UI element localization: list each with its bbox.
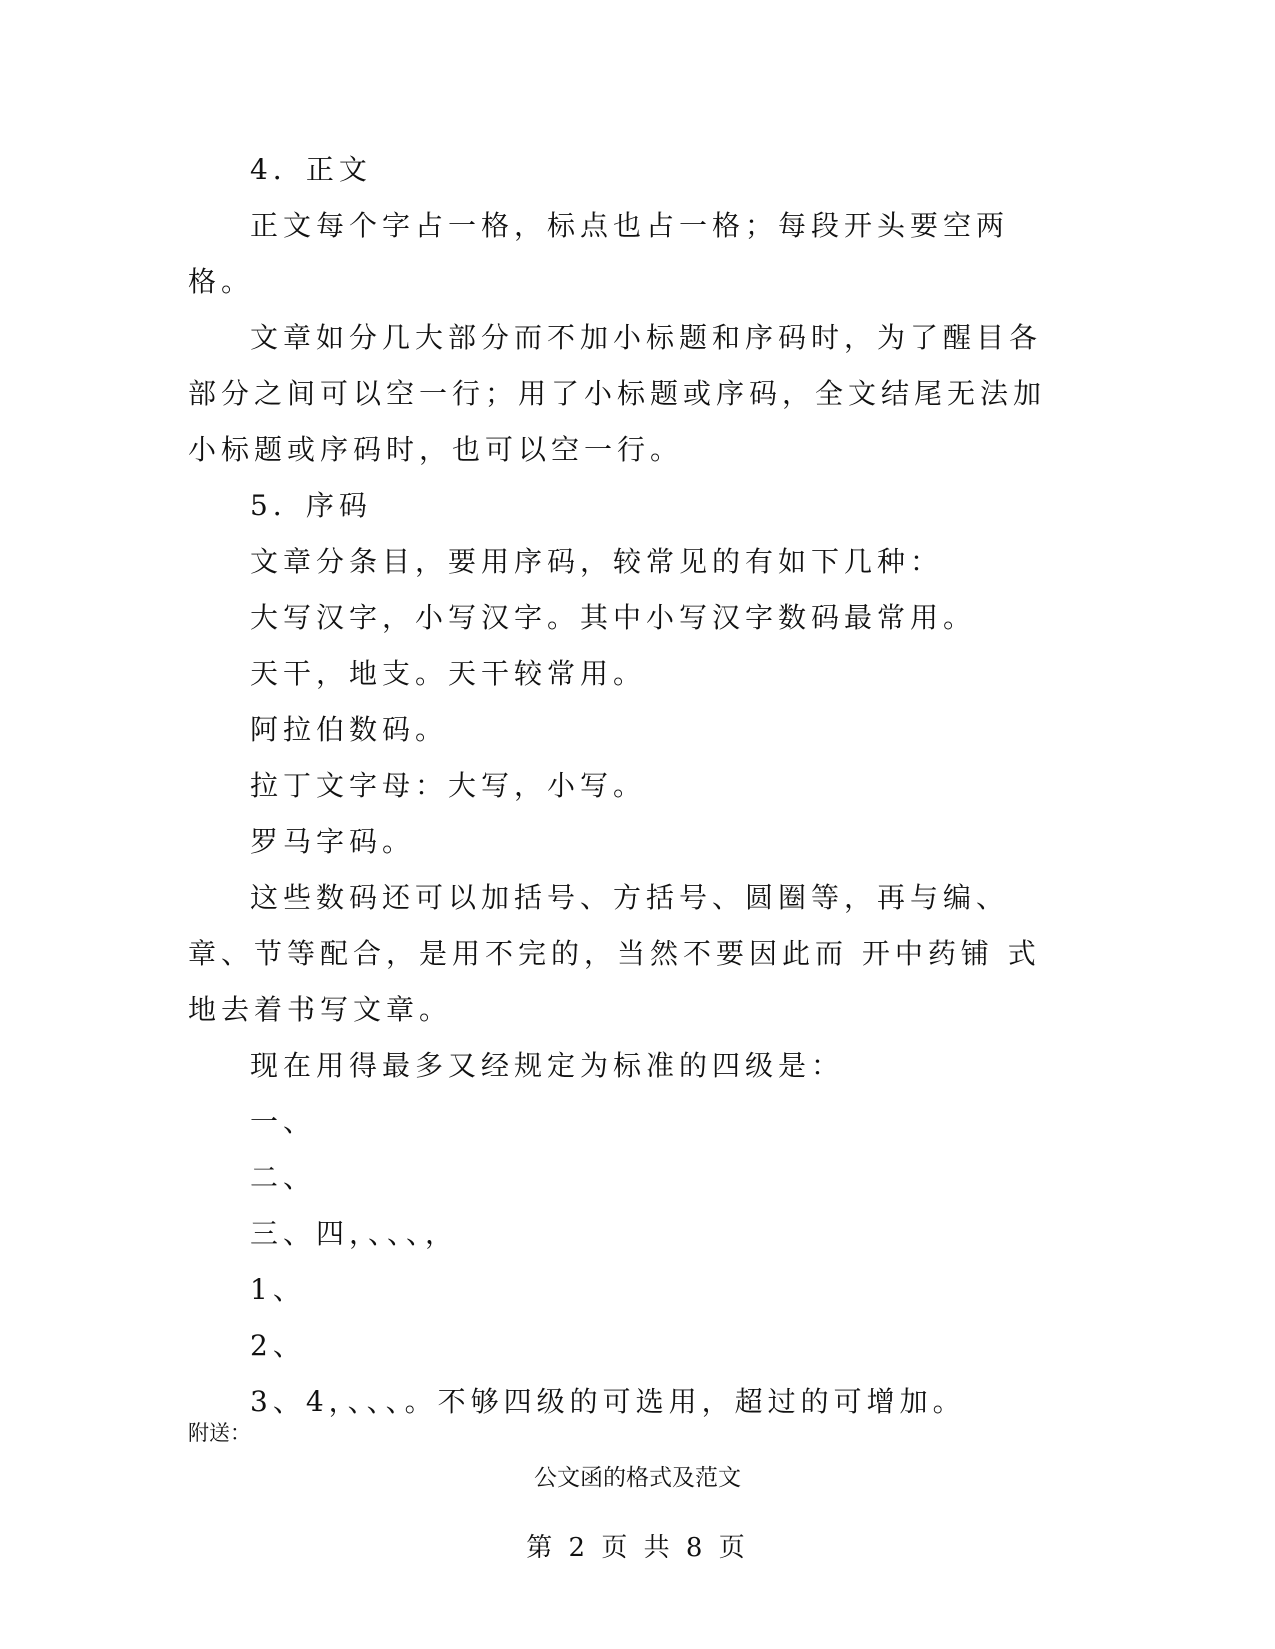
paragraph: 阿拉伯数码。	[250, 713, 449, 746]
paragraph: 天干，地支。天干较常用。	[250, 657, 647, 690]
list-item: 2、	[250, 1329, 306, 1362]
paragraph: 罗马字码。	[250, 825, 416, 858]
paragraph: 文章分条目，要用序码，较常见的有如下几种：	[250, 545, 944, 578]
paragraph: 拉丁文字母：大写，小写。	[250, 769, 647, 802]
list-item: 二、	[250, 1161, 317, 1194]
page-number-footer: 第 2 页 共 8 页	[526, 1533, 749, 1563]
heading-zhengwen: 4．正文	[250, 153, 372, 186]
paragraph: 大写汉字，小写汉字。其中小写汉字数码最常用。	[250, 601, 977, 634]
paragraph: 正文每个字占一格，标点也占一格；每段开头要空两格。	[188, 209, 1010, 298]
paragraph: 现在用得最多又经规定为标准的四级是：	[250, 1049, 845, 1082]
list-item: 一、	[250, 1105, 317, 1138]
document-body	[188, 142, 1063, 1430]
list-item: 三、四，、、、，	[250, 1217, 459, 1250]
heading-xuma: 5．序码	[250, 489, 372, 522]
paragraph: 这些数码还可以加括号、方括号、圆圈等，再与编、章、节等配合，是用不完的，当然不要因此而 开中药铺 式地去着书写文章。	[188, 881, 1041, 1026]
list-item: 3、4，、、、。不够四级的可选用，超过的可增加。	[250, 1385, 966, 1418]
appendix-label: 附送：	[188, 1421, 251, 1445]
appendix-title: 公文函的格式及范文	[534, 1465, 741, 1491]
list-item: 1、	[250, 1273, 306, 1306]
paragraph: 文章如分几大部分而不加小标题和序码时，为了醒目各部分之间可以空一行；用了小标题或序码，全文结尾无法加小标题或序码时，也可以空一行。	[188, 321, 1047, 466]
